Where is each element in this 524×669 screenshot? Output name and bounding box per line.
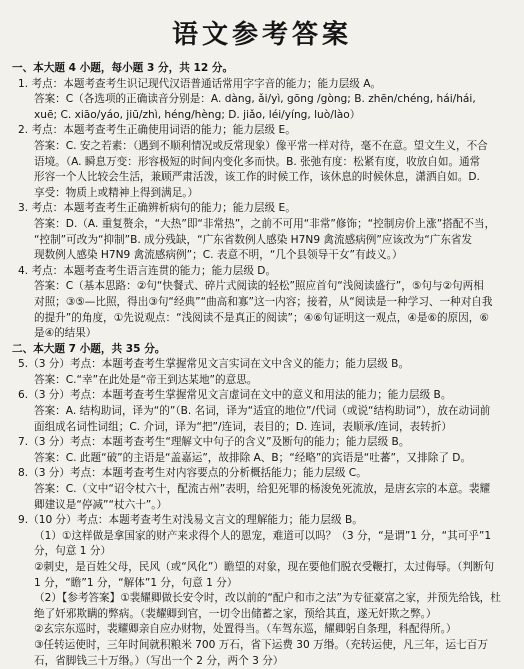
answer-line: 1 分，“瞻”1 分，“解体”1 分，句意 1 分）	[34, 576, 238, 589]
answer-line: 6.（3 分）考点：本题考查考生掌握常见文言虚词在文中的意义和用法的能力；能力层级 B。	[18, 389, 452, 402]
answer-line: 答案：C. 此题“破”的主语是“盖嘉运”，故排除 A、B；“经略”的宾语是“吐蕃”，又排除了 D。	[34, 451, 472, 464]
answer-line: 形容一个人比较会生活，兼顾严肃活泼，该工作的时候工作，该休息的时候休息，潇洒自如。D.	[34, 171, 480, 184]
answer-line: ②刺史，是百姓父母，民风（或“风化”）瞻望的对象，现在要他们脱衣受鞭打，太过侮辱。（判断句	[34, 561, 495, 573]
answer-line: 5.（3 分）考点：本题考查考生掌握常见文言实词在文中含义的能力；能力层级 B。	[18, 358, 410, 371]
answer-line: 石，省脚钱三十万缗。）（写出一个 2 分，两个 3 分）	[34, 654, 284, 667]
answer-line: 语境。（A. 瞬息万变：形容极短的时间内变化多而快。B. 张弛有度：松紧有度，收放自如。通常	[34, 155, 481, 168]
answer-line: 的提升”的角度，①先说观点：“浅阅读不是真正的阅读”；④⑥句证明这一观点，④是⑥的原因，⑥	[34, 311, 489, 324]
answer-line: 2. 考点：本题考查考生正确使用词语的能力；能力层级 E。	[18, 124, 296, 137]
answer-body	[12, 61, 512, 669]
section-heading: 一、本大题 4 小题，每小题 3 分，共 12 分。	[12, 62, 234, 74]
answer-line: 卿建议是“停减”“杖六十”。）	[34, 498, 168, 511]
answer-line: 4. 考点：本题考查考生语言连贯的能力；能力层级 D。	[18, 264, 277, 277]
answer-line: 3. 考点：本题考查考生正确辨析病句的能力；能力层级 E。	[18, 202, 296, 215]
answer-line: 8.（3 分）考点：本题考查考生对内容要点的分析概括能力；能力层级 C。	[18, 467, 367, 480]
answer-line: 答案：A. 结构助词，译为“的”（B. 名词，译为“适宜的地位”/代词（或说“结构助词”），放在动词前	[34, 405, 491, 418]
answer-line: “控制”可改为“抑制”B. 成分残缺，“广东省数例人感染 H7N9 禽流感病例”应该改为“广东省发	[34, 233, 473, 246]
page-title: 语文参考答案	[171, 20, 352, 50]
answer-line: 答案：C（基本思路：②句“快餐式、碎片式阅读的轻松”照应首句“浅阅读盛行”，⑤句与②句两相	[34, 280, 484, 293]
answer-line: ②玄宗东巡时，裴耀卿亲自应办财物，处置得当。（车驾东巡，耀卿躬自条理，科配得所。）	[34, 623, 457, 636]
answer-line: 对照；③⑤—比照，得出③句“经典”“曲高和寡”这一内容；接着，从“阅读是一种学习、一种对自我	[34, 295, 493, 308]
answer-line: 分，句意 1 分）	[34, 545, 112, 558]
answer-line: 答案：D.（A. 重复赘余，“大热”即“非常热”，之前不可用“非常”修饰；“控制房价上涨”搭配不当，	[34, 217, 496, 230]
answer-line: 是④的结果）	[34, 327, 97, 340]
answer-line: xuē; C. xiāo/yáo, jiū/zhì, héng/hèng; D. jiǎo, léi/yíng, luò/lào）	[34, 108, 361, 121]
section-heading: 二、本大题 7 小题，共 35 分。	[12, 342, 166, 355]
answer-line: （1）①这样做是拿国家的财产来求得个人的恩宠，难道可以吗？（3 分，“是谓”1 分，“其可乎”1	[34, 529, 492, 542]
answer-line: 答案：C.“幸”在此处是“帝王到达某地”的意思。	[34, 373, 258, 386]
answer-line: ③任转运使时，三年时间就积粮米 700 万石，省下运费 30 万缗。（充转运使，凡三年，运七百万	[34, 638, 488, 651]
answer-line: 答案：C（各选项的正确读音分别是：A. dàng, ǎi/yì, gōng /gòng; B. zhēn/chéng, hái/hái,	[34, 93, 476, 106]
answer-line: 7.（3 分）考点：本题考查考生“理解文中句子的含义”及断句的能力；能力层级 B。	[18, 436, 410, 449]
answer-line: （2）【参考答案】①裴耀卿做长安令时，改以前的“配户和市之法”为专征豪富之家，并预先给钱，杜	[34, 592, 501, 605]
answer-line: 享受：物质上或精神上得到满足。）	[34, 186, 199, 199]
answer-line: 面组成名词性词组；C. 介词，译为“把”/连词，表目的；D. 连词，表顺承/连词，表转折）	[34, 420, 452, 433]
answer-line: 1. 考点：本题考查考生识记现代汉语普通话常用字字音的能力；能力层级 A。	[18, 77, 382, 90]
answer-line: 答案：C. 安之若素：（遇到不顺利情况或反常现象）像平常一样对待，毫不在意。望文生义，不合	[34, 139, 488, 152]
answer-line: 答案：C.（文中“诏令杖六十，配流古州”表明，给犯死罪的杨浚免死流放，是唐玄宗的本意。裴耀	[34, 483, 491, 496]
answer-line: 9.（10 分）考点：本题考查考生对浅易文言文的理解能力；能力层级 B。	[18, 514, 363, 527]
answer-line: 绝了奸邪欺瞒的弊病。（裴耀卿到官，一切令出储蓄之家，预给其直，遂无奸欺之弊。）	[34, 607, 437, 620]
answer-line: 现数例人感染 H7N9 禽流感病例”；C. 表意不明，“几个县领导干女”有歧义。）	[34, 249, 403, 262]
